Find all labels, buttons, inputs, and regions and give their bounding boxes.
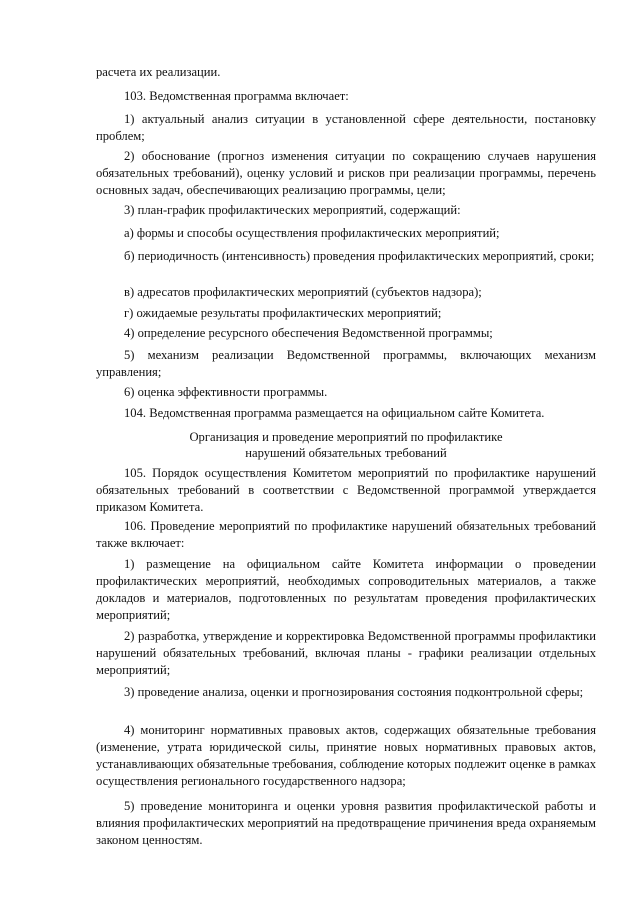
paragraph-104: 104. Ведомственная программа размещается на официальном сайте Комитета. [124, 406, 545, 420]
list-item-106-1: 1) размещение на официальном сайте Комитета информации о проведении профилактических мероприятий, необходимых сопроводительных материалов, а также докладов и материалов, подготовленных по результатам проведения профилактических мероприятий; [96, 557, 596, 622]
list-item-106-3: 3) проведение анализа, оценки и прогнозирования состояния подконтрольной сферы; [124, 685, 584, 699]
list-item-106-2: 2) разработка, утверждение и корректировка Ведомственной программы профилактики нарушений обязательных требований, включая планы - графики реализации отдельных мероприятий; [96, 629, 596, 677]
list-item-103-3: 3) план-график профилактических мероприятий, содержащий: [124, 203, 461, 217]
paragraph-continuation: расчета их реализации. [96, 65, 221, 79]
list-item-103-3b: б) периодичность (интенсивность) проведения профилактических мероприятий, сроки; [124, 249, 595, 263]
list-item-103-5: 5) механизм реализации Ведомственной программы, включающих механизм управления; [96, 348, 596, 379]
list-item-103-3g: г) ожидаемые результаты профилактических мероприятий; [124, 306, 442, 320]
paragraph-105: 105. Порядок осуществления Комитетом мероприятий по профилактике нарушений обязательных требований в соответствии с Ведомственной программой утверждается приказом Комитета. [96, 466, 596, 514]
list-item-103-4: 4) определение ресурсного обеспечения Ведомственной программы; [124, 326, 493, 340]
paragraph-106: 106. Проведение мероприятий по профилактике нарушений обязательных требований также включает: [96, 519, 596, 550]
list-item-103-3v: в) адресатов профилактических мероприятий (субъектов надзора); [124, 285, 482, 299]
paragraph-103: 103. Ведомственная программа включает: [124, 89, 349, 103]
list-item-103-1: 1) актуальный анализ ситуации в установленной сфере деятельности, постановку проблем; [96, 112, 596, 143]
list-item-103-6: 6) оценка эффективности программы. [124, 385, 328, 399]
list-item-103-3a: а) формы и способы осуществления профилактических мероприятий; [124, 226, 500, 240]
list-item-103-2: 2) обоснование (прогноз изменения ситуации по сокращению случаев нарушения обязательных требований), оценку условий и рисков при реализации программы, перечень основных задач, обеспечивающих реализацию программы, цели; [96, 149, 596, 197]
section-heading-line-2: нарушений обязательных требований [245, 446, 447, 460]
list-item-106-5: 5) проведение мониторинга и оценки уровня развития профилактической работы и влияния профилактических мероприятий на предотвращение причинения вреда охраняемым законом ценностям. [96, 799, 596, 847]
list-item-106-4: 4) мониторинг нормативных правовых актов, содержащих обязательные требования (изменение, утрата юридической силы, принятие новых нормативных правовых актов, устанавливающих обязательные требования, соблюдение которых подлежит оценке в рамках осуществления регионального государственного надзора; [96, 723, 597, 788]
section-heading-line-1: Организация и проведение мероприятий по профилактике [189, 430, 503, 444]
